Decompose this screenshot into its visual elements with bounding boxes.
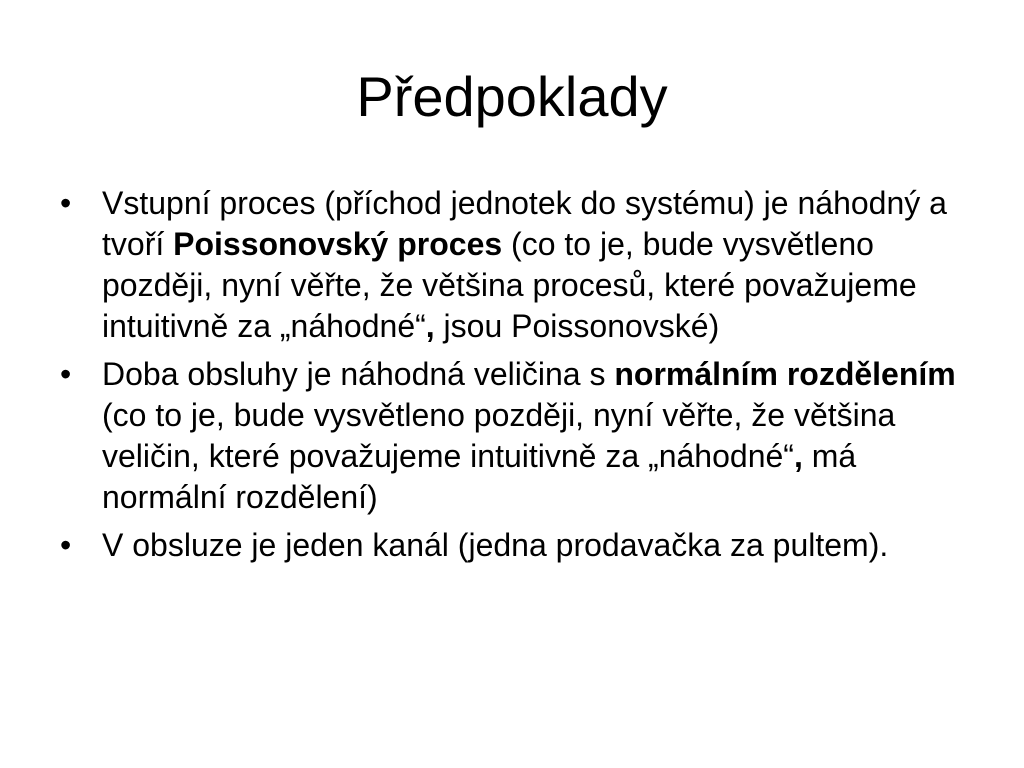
bullet-icon: • [60, 527, 72, 563]
bullet-list [58, 183, 978, 573]
text-run: jsou Poissonovské) [434, 308, 720, 344]
bullet-icon: • [60, 356, 72, 392]
bold-text-run: , [793, 438, 803, 474]
bold-text-run: normálním rozdělením [614, 356, 956, 392]
text-run: Doba obsluhy je náhodná veličina s [102, 356, 615, 392]
bullet-item [58, 183, 978, 347]
text-run: (co to je, bude vysvětleno později, nyní věřte, že většina veličin, které považujeme intuitivně za „náhodné“ [102, 397, 896, 474]
text-run: má normální rozdělení) [102, 438, 857, 515]
bullet-item [58, 525, 978, 566]
text-run: (co to je, bude vysvětleno později, nyní věřte, že většina procesů, které považujeme intuitivně za „náhodné“ [102, 226, 917, 344]
bullet-text [102, 354, 978, 518]
bold-text-run: , [425, 308, 435, 344]
text-run: Vstupní proces (příchod jednotek do systému) je náhodný a tvoří [102, 185, 947, 262]
bullet-text [102, 183, 978, 347]
bullet-text [102, 525, 978, 566]
bullet-item [58, 354, 978, 518]
slide-title: Předpoklady [356, 65, 668, 128]
text-run: V obsluze je jeden kanál (jedna prodavačka za pultem). [102, 527, 889, 563]
bullet-icon: • [60, 185, 72, 221]
bold-text-run: Poissonovský proces [173, 226, 503, 262]
